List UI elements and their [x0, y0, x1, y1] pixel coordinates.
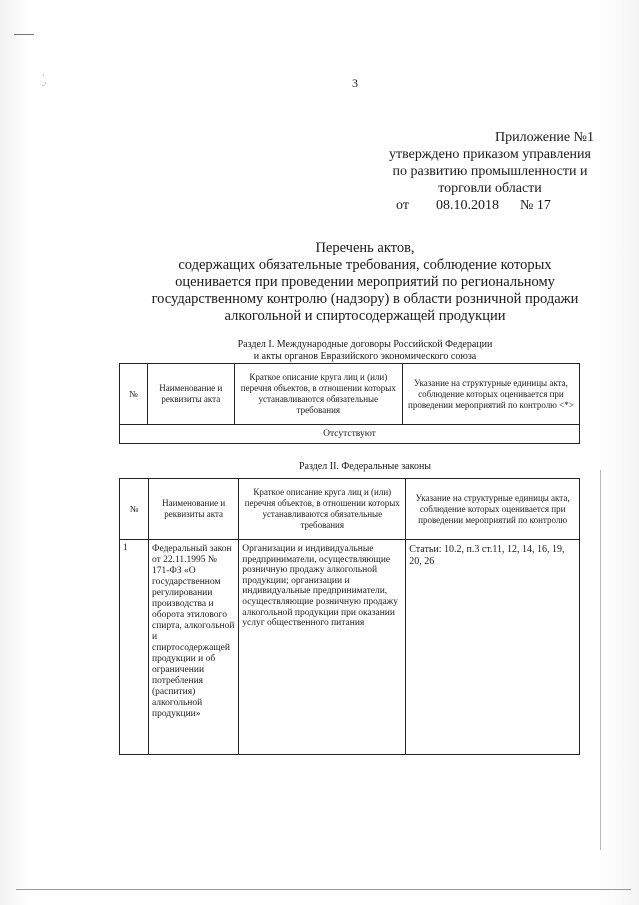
- section2-table: [119, 478, 580, 755]
- appendix-date-row: [370, 197, 610, 214]
- row-act-name: Федеральный закон от 22.11.1995 № 171-ФЗ «О государственном регулировании производства и оборота этилового спирта, алкогольной и спиртосодержащей продукции и об ограничении потребления (распития) алкогольной продукции»: [149, 540, 239, 755]
- scan-artifact-bottom-rule: [16, 889, 631, 890]
- section1-caption-line: Раздел I. Международные договоры Российской Федерации: [237, 339, 493, 350]
- scan-artifact-mark: [14, 34, 34, 35]
- header-act-name: Наименование и реквизиты акта: [147, 364, 234, 425]
- appendix-line: утверждено приказом управления: [389, 147, 591, 162]
- header-number: №: [120, 364, 148, 425]
- row-number: 1: [120, 540, 149, 755]
- section1-caption-line: и акты органов Евразийского экономического союза: [253, 351, 477, 362]
- scan-artifact-dots: · .·: [42, 71, 47, 88]
- header-articles: Указание на структурные единицы акта, соблюдение которых оценивается при проведении мероприятий по контролю <*>: [402, 364, 579, 425]
- section1-table: [119, 363, 580, 444]
- absent-cell: Отсутствуют: [120, 425, 580, 444]
- row-articles: Статьи: 10.2, п.3 ст.11, 12, 14, 16, 19, 20, 26: [406, 540, 580, 755]
- appendix-date-prefix: от: [396, 198, 409, 213]
- row-subjects: Организации и индивидуальные предприниматели, осуществляющие розничную продажу алкогольной продукции; организации и индивидуальные предприниматели, осуществляющие розничную продажу алкогольной продукции при оказании услуг общественного питания: [239, 540, 406, 755]
- header-subjects: Краткое описание круга лиц и (или) перечня объектов, в отношении которых устанавливаются обязательные требования: [239, 479, 406, 540]
- appendix-line: торговли области: [438, 181, 542, 196]
- title-line: оценивается при проведении мероприятий по региональному: [175, 274, 555, 290]
- appendix-line: по развитию промышленности и: [392, 164, 588, 179]
- header-articles: Указание на структурные единицы акта, соблюдение которых оценивается при проведении мероприятий по контролю: [406, 479, 580, 540]
- appendix-date: 08.10.2018: [436, 198, 499, 213]
- header-number: №: [120, 479, 149, 540]
- table-header-row: [120, 479, 580, 540]
- title-line: алкогольной и спиртосодержащей продукции: [224, 308, 506, 324]
- appendix-title: Приложение №1: [495, 130, 594, 145]
- title-line: содержащих обязательные требования, соблюдение которых: [178, 257, 552, 273]
- appendix-number: № 17: [520, 198, 551, 213]
- appendix-block: [370, 129, 610, 214]
- title-line: Перечень актов,: [315, 240, 415, 256]
- header-subjects: Краткое описание круга лиц и (или) перечня объектов, в отношении которых устанавливаются обязательные требования: [234, 364, 402, 425]
- title-line: государственному контролю (надзору) в области розничной продажи: [151, 291, 579, 307]
- table-header-row: [120, 364, 580, 425]
- table-row: [120, 540, 580, 755]
- section2-caption: Раздел II. Федеральные законы: [298, 461, 432, 472]
- document-title: [130, 240, 600, 325]
- section1-caption: [180, 339, 550, 363]
- scan-artifact-edge: [600, 470, 601, 850]
- page-number: 3: [352, 76, 358, 90]
- table-row: [120, 425, 580, 444]
- header-act-name: Наименование и реквизиты акта: [149, 479, 239, 540]
